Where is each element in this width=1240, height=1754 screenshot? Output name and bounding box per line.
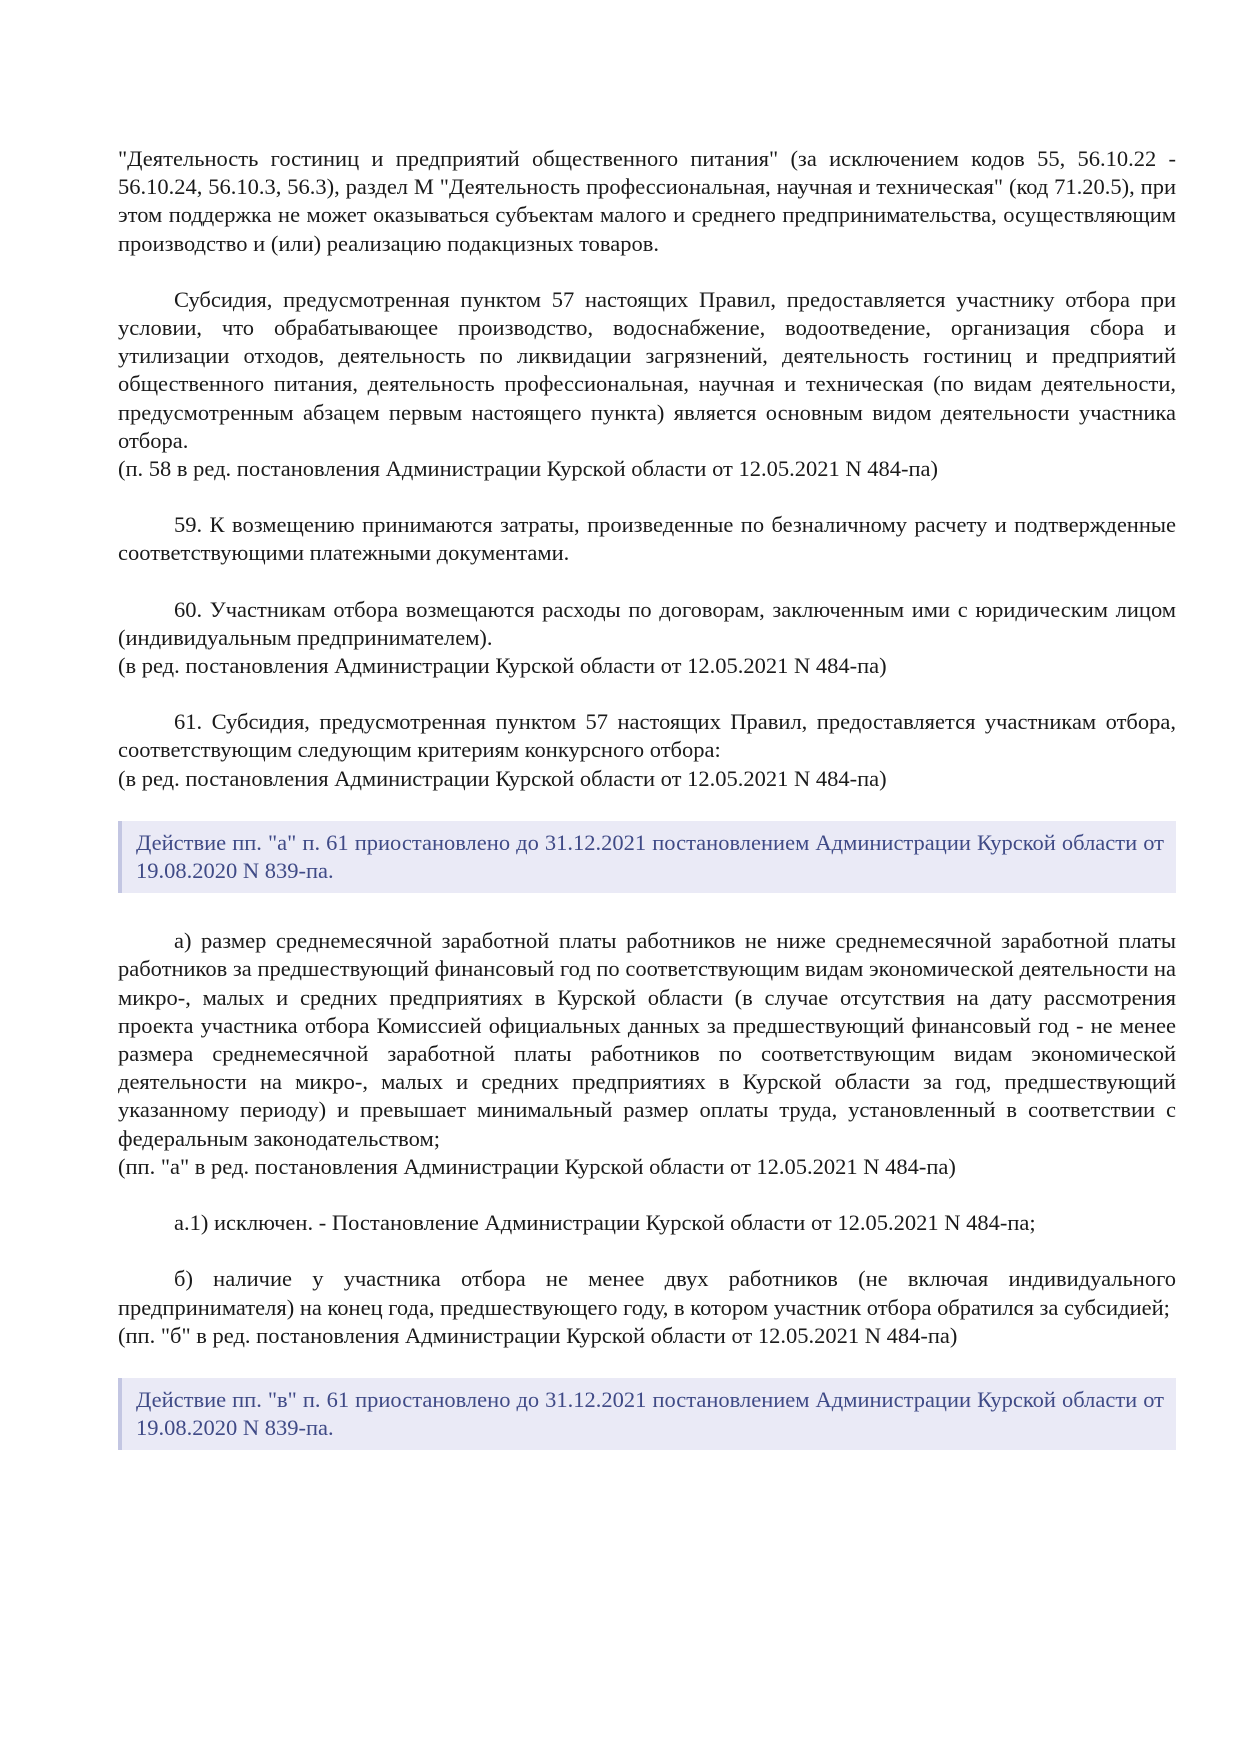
paragraph-59: 59. К возмещению принимаются затраты, произведенные по безналичному расчету и подтвержденные соответствующими платежными документами. xyxy=(118,512,1176,566)
paragraph-subsidy-conditions: Субсидия, предусмотренная пунктом 57 настоящих Правил, предоставляется участнику отбора при условии, что обрабатывающее производство, водоснабжение, водоотведение, организация сбора и утилизации отходов, деятельность по ликвидации загрязнений, деятельность гостиниц и предприятий общественного питания, деятельность профессиональная, научная и техническая (по видам деятельности, предусмотренным абзацем первым настоящего пункта) является основным видом деятельности участника отбора. xyxy=(118,286,1176,453)
suspension-note-a: Действие пп. "а" п. 61 приостановлено до 31.12.2021 постановлением Администрации Курской области от 19.08.2020 N 839-па. xyxy=(118,821,1176,893)
document-page xyxy=(118,145,1176,1450)
amendment-ref-p60: (в ред. постановления Администрации Курской области от 12.05.2021 N 484-па) xyxy=(118,653,887,679)
amendment-ref-a: (пп. "а" в ред. постановления Администрации Курской области от 12.05.2021 N 484-па) xyxy=(118,1153,956,1179)
suspension-note-v: Действие пп. "в" п. 61 приостановлено до 31.12.2021 постановлением Администрации Курской области от 19.08.2020 N 839-па. xyxy=(118,1378,1176,1450)
paragraph-continuation: "Деятельность гостиниц и предприятий общественного питания" (за исключением кодов 55, 56.10.22 - 56.10.24, 56.10.3, 56.3), раздел M "Деятельность профессиональная, научная и техническая" (код 71.20.5), при этом поддержка не может оказываться субъектам малого и среднего предпринимательства, осуществляющим производство и (или) реализацию подакцизных товаров. xyxy=(118,146,1176,256)
paragraph-subitem-a: а) размер среднемесячной заработной платы работников не ниже среднемесячной заработной платы работников за предшествующий финансовый год по соответствующим видам экономической деятельности на микро-, малых и средних предприятиях в Курской области (в случае отсутствия на дату рассмотрения проекта участника отбора Комиссией официальных данных за предшествующий финансовый год - не менее размера среднемесячной заработной платы работников по соответствующим видам экономической деятельности на микро-, малых и средних предприятиях в Курской области за год, предшествующий указанному периоду) и превышает минимальный размер оплаты труда, установленный в соответствии с федеральным законодательством; xyxy=(118,928,1176,1151)
amendment-ref-p58: (п. 58 в ред. постановления Администрации Курской области от 12.05.2021 N 484-па) xyxy=(118,456,939,482)
amendment-ref-b: (пп. "б" в ред. постановления Администрации Курской области от 12.05.2021 N 484-па) xyxy=(118,1322,958,1348)
paragraph-61: 61. Субсидия, предусмотренная пунктом 57 настоящих Правил, предоставляется участникам отбора, соответствующим следующим критериям конкурсного отбора: xyxy=(118,709,1176,763)
paragraph-subitem-b: б) наличие у участника отбора не менее двух работников (не включая индивидуального предпринимателя) на конец года, предшествующего году, в котором участник отбора обратился за субсидией; xyxy=(118,1266,1176,1320)
paragraph-60: 60. Участникам отбора возмещаются расходы по договорам, заключенным ими с юридическим лицом (индивидуальным предпринимателем). xyxy=(118,596,1176,650)
paragraph-subitem-a1: а.1) исключен. - Постановление Администрации Курской области от 12.05.2021 N 484-па; xyxy=(174,1210,1036,1236)
amendment-ref-p61: (в ред. постановления Администрации Курской области от 12.05.2021 N 484-па) xyxy=(118,765,887,791)
